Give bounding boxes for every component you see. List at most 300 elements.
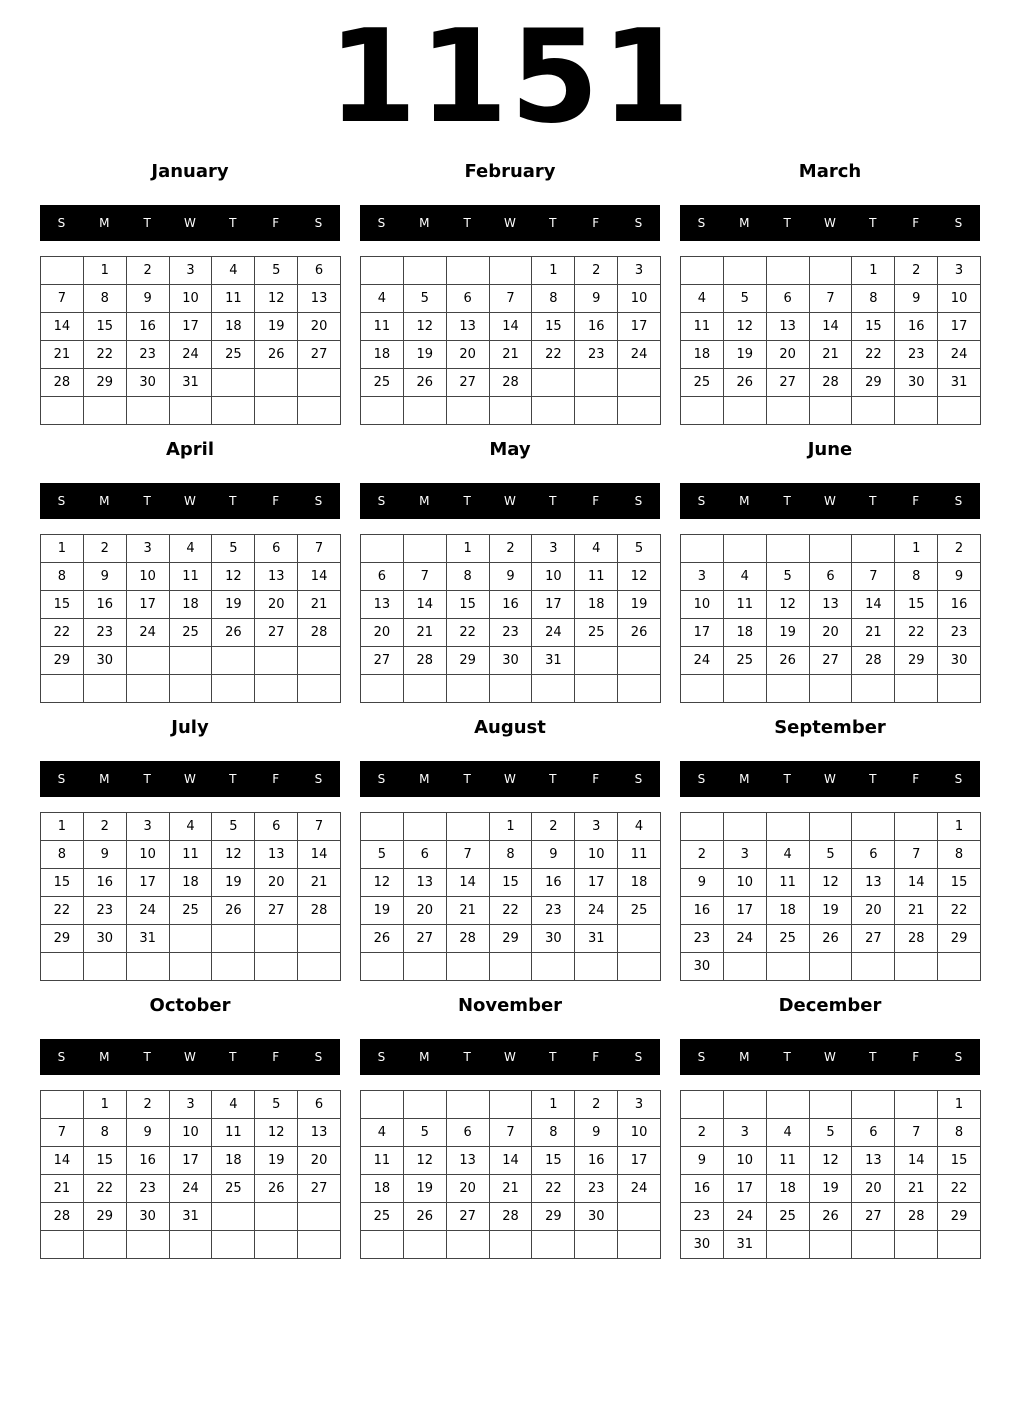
empty-day-cell [255, 925, 298, 953]
weekday-label: W [184, 494, 196, 508]
weekday-label: F [272, 772, 280, 786]
day-cell: 26 [361, 925, 404, 953]
day-cell: 22 [532, 1175, 575, 1203]
day-cell: 4 [575, 535, 618, 563]
empty-day-cell [170, 675, 213, 703]
day-cell: 16 [84, 591, 127, 619]
weekday-label: F [272, 1050, 280, 1064]
weekday-label: S [57, 216, 66, 230]
day-cell: 2 [575, 1091, 618, 1119]
weekday-label: S [954, 1050, 963, 1064]
day-cell: 18 [575, 591, 618, 619]
day-cell: 19 [404, 1175, 447, 1203]
day-cell: 30 [681, 1231, 724, 1259]
empty-day-cell [170, 397, 213, 425]
day-cell: 6 [298, 1091, 341, 1119]
weekday-header [360, 205, 660, 241]
empty-day-cell [767, 257, 810, 285]
weekday-label: W [504, 1050, 516, 1064]
month-name: April [165, 439, 215, 460]
month-september [680, 716, 981, 986]
day-cell: 17 [127, 591, 170, 619]
empty-day-cell [852, 535, 895, 563]
day-cell: 20 [447, 341, 490, 369]
empty-day-cell [810, 953, 853, 981]
day-cell: 4 [212, 257, 255, 285]
day-cell: 28 [490, 369, 533, 397]
weekday-label: W [184, 772, 196, 786]
weekday-label: T [143, 1050, 151, 1064]
day-cell: 15 [938, 1147, 981, 1175]
day-cell: 18 [170, 869, 213, 897]
empty-day-cell [361, 1231, 404, 1259]
empty-day-cell [810, 535, 853, 563]
day-cell: 7 [810, 285, 853, 313]
empty-day-cell [618, 397, 661, 425]
day-cell: 13 [298, 285, 341, 313]
empty-day-cell [255, 1231, 298, 1259]
empty-day-cell [447, 953, 490, 981]
day-cell: 19 [212, 591, 255, 619]
empty-day-cell [84, 1231, 127, 1259]
empty-day-cell [618, 953, 661, 981]
empty-day-cell [41, 257, 84, 285]
day-cell: 11 [361, 313, 404, 341]
day-cell: 4 [170, 535, 213, 563]
day-cell: 25 [767, 925, 810, 953]
day-cell: 6 [810, 563, 853, 591]
day-cell: 19 [767, 619, 810, 647]
weekday-label: S [697, 1050, 706, 1064]
day-cell: 20 [361, 619, 404, 647]
empty-day-cell [298, 1203, 341, 1231]
day-cell: 29 [447, 647, 490, 675]
month-may [360, 438, 661, 708]
day-cell: 3 [724, 841, 767, 869]
day-cell: 9 [127, 285, 170, 313]
day-grid [680, 812, 981, 981]
empty-day-cell [212, 675, 255, 703]
weekday-header [680, 205, 980, 241]
weekday-header [680, 483, 980, 519]
day-cell: 24 [170, 341, 213, 369]
weekday-header [360, 483, 660, 519]
empty-day-cell [575, 1231, 618, 1259]
day-cell: 21 [490, 1175, 533, 1203]
day-cell: 15 [447, 591, 490, 619]
empty-day-cell [447, 1231, 490, 1259]
empty-day-cell [255, 953, 298, 981]
day-cell: 8 [447, 563, 490, 591]
day-cell: 26 [255, 341, 298, 369]
day-cell: 17 [724, 897, 767, 925]
day-cell: 7 [895, 1119, 938, 1147]
empty-day-cell [810, 813, 853, 841]
empty-day-cell [404, 257, 447, 285]
day-cell: 12 [212, 841, 255, 869]
day-cell: 25 [575, 619, 618, 647]
day-cell: 28 [404, 647, 447, 675]
day-cell: 5 [255, 257, 298, 285]
day-cell: 5 [361, 841, 404, 869]
empty-day-cell [490, 257, 533, 285]
day-cell: 13 [810, 591, 853, 619]
day-cell: 26 [618, 619, 661, 647]
empty-day-cell [618, 675, 661, 703]
day-grid [360, 812, 661, 981]
day-cell: 26 [767, 647, 810, 675]
day-cell: 13 [255, 563, 298, 591]
day-cell: 30 [84, 647, 127, 675]
day-cell: 11 [724, 591, 767, 619]
empty-day-cell [490, 953, 533, 981]
day-cell: 18 [767, 897, 810, 925]
day-cell: 30 [127, 1203, 170, 1231]
day-cell: 15 [41, 591, 84, 619]
day-cell: 10 [724, 1147, 767, 1175]
empty-day-cell [681, 813, 724, 841]
day-cell: 12 [810, 869, 853, 897]
day-cell: 3 [575, 813, 618, 841]
day-cell: 7 [404, 563, 447, 591]
empty-day-cell [41, 397, 84, 425]
year-title: 1151 [327, 3, 693, 152]
day-cell: 29 [41, 647, 84, 675]
weekday-label: M [99, 494, 110, 508]
day-cell: 22 [895, 619, 938, 647]
day-cell: 12 [724, 313, 767, 341]
day-cell: 8 [490, 841, 533, 869]
day-cell: 6 [852, 841, 895, 869]
day-cell: 28 [447, 925, 490, 953]
day-cell: 30 [895, 369, 938, 397]
day-cell: 5 [810, 841, 853, 869]
weekday-label: S [314, 772, 323, 786]
day-cell: 26 [404, 1203, 447, 1231]
day-cell: 19 [361, 897, 404, 925]
day-cell: 21 [404, 619, 447, 647]
day-cell: 27 [810, 647, 853, 675]
weekday-label: T [783, 1050, 791, 1064]
day-cell: 6 [298, 257, 341, 285]
empty-day-cell [361, 675, 404, 703]
day-grid [40, 812, 341, 981]
day-cell: 20 [255, 591, 298, 619]
day-cell: 13 [852, 1147, 895, 1175]
empty-day-cell [938, 953, 981, 981]
day-cell: 15 [938, 869, 981, 897]
weekday-label: F [592, 1050, 600, 1064]
empty-day-cell [618, 1203, 661, 1231]
empty-day-cell [127, 675, 170, 703]
day-cell: 1 [938, 1091, 981, 1119]
day-cell: 6 [447, 1119, 490, 1147]
day-cell: 28 [41, 1203, 84, 1231]
day-cell: 17 [681, 619, 724, 647]
empty-day-cell [127, 647, 170, 675]
weekday-label: S [697, 216, 706, 230]
day-cell: 2 [127, 257, 170, 285]
day-cell: 5 [255, 1091, 298, 1119]
weekday-label: T [143, 494, 151, 508]
day-cell: 17 [575, 869, 618, 897]
day-cell: 8 [852, 285, 895, 313]
day-cell: 1 [532, 257, 575, 285]
day-cell: 13 [298, 1119, 341, 1147]
day-cell: 21 [298, 869, 341, 897]
day-cell: 20 [255, 869, 298, 897]
empty-day-cell [575, 647, 618, 675]
empty-day-cell [767, 675, 810, 703]
weekday-label: F [592, 494, 600, 508]
day-cell: 6 [255, 535, 298, 563]
day-cell: 29 [852, 369, 895, 397]
day-cell: 21 [810, 341, 853, 369]
day-cell: 4 [212, 1091, 255, 1119]
weekday-label: T [463, 494, 471, 508]
weekday-label: T [463, 1050, 471, 1064]
empty-day-cell [810, 397, 853, 425]
weekday-label: S [954, 772, 963, 786]
day-cell: 20 [298, 313, 341, 341]
day-cell: 23 [575, 341, 618, 369]
empty-day-cell [575, 675, 618, 703]
weekday-label: T [869, 1050, 877, 1064]
day-cell: 7 [490, 1119, 533, 1147]
empty-day-cell [532, 675, 575, 703]
day-cell: 20 [447, 1175, 490, 1203]
empty-day-cell [361, 813, 404, 841]
day-cell: 17 [938, 313, 981, 341]
day-cell: 16 [575, 1147, 618, 1175]
day-cell: 4 [767, 1119, 810, 1147]
empty-day-cell [212, 925, 255, 953]
day-cell: 14 [298, 841, 341, 869]
weekday-label: M [739, 216, 750, 230]
day-cell: 12 [767, 591, 810, 619]
weekday-label: S [377, 494, 386, 508]
empty-day-cell [532, 397, 575, 425]
weekday-label: W [504, 772, 516, 786]
day-cell: 25 [724, 647, 767, 675]
day-cell: 9 [127, 1119, 170, 1147]
day-cell: 9 [575, 1119, 618, 1147]
month-name: July [171, 717, 209, 738]
day-cell: 3 [681, 563, 724, 591]
day-cell: 14 [810, 313, 853, 341]
month-october [40, 994, 341, 1264]
weekday-label: T [229, 1050, 237, 1064]
day-grid [40, 1090, 341, 1259]
day-cell: 1 [447, 535, 490, 563]
weekday-label: F [272, 494, 280, 508]
day-cell: 11 [170, 841, 213, 869]
empty-day-cell [255, 397, 298, 425]
day-cell: 17 [618, 1147, 661, 1175]
empty-day-cell [938, 397, 981, 425]
day-cell: 10 [127, 841, 170, 869]
empty-day-cell [361, 397, 404, 425]
day-cell: 30 [490, 647, 533, 675]
empty-day-cell [127, 397, 170, 425]
day-cell: 27 [447, 1203, 490, 1231]
empty-day-cell [447, 813, 490, 841]
empty-day-cell [681, 535, 724, 563]
weekday-label: T [463, 216, 471, 230]
month-february [360, 160, 661, 430]
day-cell: 1 [532, 1091, 575, 1119]
day-cell: 9 [681, 869, 724, 897]
weekday-label: S [57, 494, 66, 508]
month-december [680, 994, 981, 1264]
empty-day-cell [938, 1231, 981, 1259]
empty-day-cell [767, 813, 810, 841]
empty-day-cell [404, 953, 447, 981]
empty-day-cell [255, 675, 298, 703]
day-cell: 11 [575, 563, 618, 591]
day-cell: 19 [255, 1147, 298, 1175]
empty-day-cell [361, 953, 404, 981]
day-cell: 20 [810, 619, 853, 647]
day-cell: 17 [170, 1147, 213, 1175]
day-cell: 7 [490, 285, 533, 313]
day-cell: 20 [404, 897, 447, 925]
day-cell: 13 [767, 313, 810, 341]
weekday-label: S [377, 1050, 386, 1064]
day-cell: 17 [532, 591, 575, 619]
day-cell: 22 [84, 1175, 127, 1203]
day-cell: 30 [84, 925, 127, 953]
empty-day-cell [298, 675, 341, 703]
empty-day-cell [212, 369, 255, 397]
day-cell: 2 [532, 813, 575, 841]
weekday-label: F [592, 216, 600, 230]
day-cell: 23 [681, 1203, 724, 1231]
day-cell: 4 [681, 285, 724, 313]
day-grid [40, 534, 341, 703]
day-cell: 19 [212, 869, 255, 897]
day-cell: 31 [170, 369, 213, 397]
weekday-label: T [549, 216, 557, 230]
day-cell: 13 [255, 841, 298, 869]
weekday-label: S [57, 772, 66, 786]
day-grid [680, 534, 981, 703]
empty-day-cell [170, 953, 213, 981]
day-cell: 2 [84, 813, 127, 841]
day-cell: 3 [618, 1091, 661, 1119]
empty-day-cell [490, 1091, 533, 1119]
day-cell: 29 [895, 647, 938, 675]
empty-day-cell [681, 675, 724, 703]
weekday-label: S [954, 494, 963, 508]
empty-day-cell [404, 675, 447, 703]
empty-day-cell [852, 675, 895, 703]
day-cell: 9 [681, 1147, 724, 1175]
day-cell: 17 [170, 313, 213, 341]
day-cell: 11 [212, 285, 255, 313]
day-cell: 19 [255, 313, 298, 341]
day-cell: 22 [938, 897, 981, 925]
day-cell: 13 [852, 869, 895, 897]
day-cell: 25 [170, 619, 213, 647]
weekday-label: M [739, 494, 750, 508]
day-cell: 8 [938, 841, 981, 869]
weekday-label: T [869, 772, 877, 786]
day-cell: 23 [895, 341, 938, 369]
day-cell: 30 [127, 369, 170, 397]
day-cell: 21 [41, 341, 84, 369]
day-cell: 24 [618, 341, 661, 369]
weekday-label: S [377, 216, 386, 230]
day-cell: 29 [938, 1203, 981, 1231]
weekday-header [40, 761, 340, 797]
empty-day-cell [724, 397, 767, 425]
empty-day-cell [361, 535, 404, 563]
empty-day-cell [810, 1091, 853, 1119]
day-cell: 23 [84, 897, 127, 925]
day-grid [680, 256, 981, 425]
weekday-label: W [824, 772, 836, 786]
day-cell: 8 [895, 563, 938, 591]
weekday-label: F [592, 772, 600, 786]
day-cell: 24 [127, 897, 170, 925]
day-cell: 16 [84, 869, 127, 897]
day-cell: 23 [575, 1175, 618, 1203]
day-cell: 31 [938, 369, 981, 397]
day-grid [360, 256, 661, 425]
weekday-label: S [954, 216, 963, 230]
empty-day-cell [681, 1091, 724, 1119]
month-name: February [464, 161, 556, 182]
day-cell: 26 [212, 619, 255, 647]
month-march [680, 160, 981, 430]
empty-day-cell [298, 925, 341, 953]
day-cell: 11 [361, 1147, 404, 1175]
day-cell: 23 [127, 1175, 170, 1203]
day-cell: 16 [681, 897, 724, 925]
day-cell: 27 [447, 369, 490, 397]
weekday-header [680, 761, 980, 797]
day-cell: 14 [490, 1147, 533, 1175]
day-cell: 15 [84, 313, 127, 341]
weekday-label: S [697, 772, 706, 786]
empty-day-cell [404, 535, 447, 563]
day-cell: 1 [84, 1091, 127, 1119]
empty-day-cell [724, 953, 767, 981]
empty-day-cell [170, 1231, 213, 1259]
day-cell: 28 [895, 925, 938, 953]
day-cell: 24 [724, 1203, 767, 1231]
empty-day-cell [938, 675, 981, 703]
empty-day-cell [212, 1203, 255, 1231]
day-cell: 6 [852, 1119, 895, 1147]
empty-day-cell [767, 1091, 810, 1119]
day-cell: 6 [255, 813, 298, 841]
empty-day-cell [298, 953, 341, 981]
weekday-header [40, 1039, 340, 1075]
day-cell: 25 [170, 897, 213, 925]
day-cell: 11 [618, 841, 661, 869]
weekday-label: M [419, 772, 430, 786]
day-cell: 1 [41, 813, 84, 841]
day-cell: 9 [575, 285, 618, 313]
empty-day-cell [212, 647, 255, 675]
weekday-label: T [143, 772, 151, 786]
day-cell: 2 [681, 841, 724, 869]
month-august [360, 716, 661, 986]
weekday-label: S [634, 1050, 643, 1064]
weekday-label: W [824, 1050, 836, 1064]
